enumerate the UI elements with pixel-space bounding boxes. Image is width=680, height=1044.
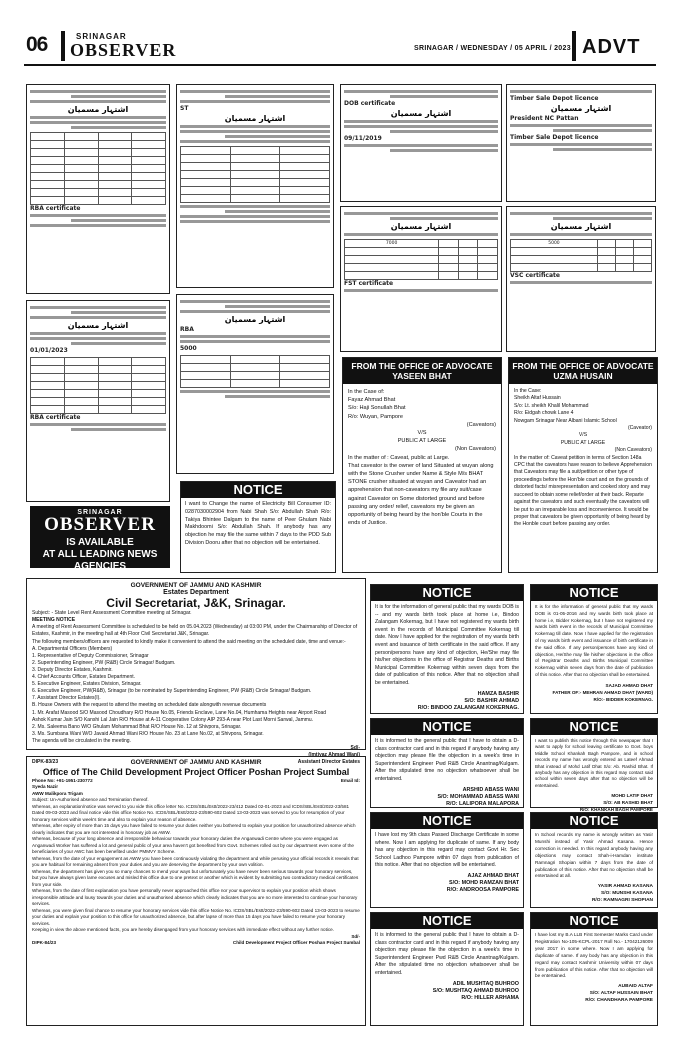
govt-sign-desig: Child Development Project Officer Poshan Project Sumbal	[232, 940, 360, 945]
promo-masthead: OBSERVER	[44, 514, 156, 535]
govt-subject: Subject: - State Level Rent Assessment Committee meeting at Srinagar.	[32, 610, 192, 617]
caveat-line: Nowgam Srinagar Near Albani Islamic School	[514, 417, 617, 424]
header-rule	[24, 64, 656, 66]
caveat-line: Fayaz Ahmad Bhat	[348, 397, 396, 404]
govt-line: 2. Superintending Engineer, PW (R&B) Circle Srinagar/ Budgam.	[32, 659, 176, 666]
page-number: 06	[26, 33, 48, 56]
notice-sign: S/O: MOHD RAMZAN BHAT	[449, 879, 519, 886]
notice-sign: FATHER OF:- MEHRAN AHMAD DHAT (WARD)	[552, 689, 653, 695]
urdu-ad-heading: اشتہار مسمیان	[390, 222, 452, 231]
govt-line: 5. Executive Engineer, Estates Division, Srinagar.	[32, 681, 142, 688]
caveat-notice-yaseen-bhat	[342, 357, 502, 573]
govt-para: Whereas, from the date of first explanation you have personally never approached this office nor your supervisor to explain your position which shows irresponsible attitude and lousy towards your duties and unauthorised absence which clearly indicates that you are no more interested to continue your honorary services.	[32, 888, 358, 906]
urdu-ad-2	[176, 84, 334, 288]
urdu-ad-heading: اشتہار مسمیان	[67, 321, 129, 330]
govt-line: Ashok Kumar Jain S/O Kanshi Lal Jain R/O House at A-11 Cooperative Colony AIP 293-A near Plot Last Morni Sarwal, Jammu.	[32, 716, 314, 723]
govt-para: Whereas, an explanation/notice was served to you vide this office letter No. ICDS/SBL/Estt/2022-23/412 Dated 02-01-2023 and ICDS/SBL/Estt/2022-23/581 Dated 09-03-2023 and final notice vide this office Notice No. ICDS/SBL/Estt/2022-23/590-602 Dated 13-03-2023 was served to you for resumption of your honorary services within week's time and also to explain your reason of absence.	[32, 803, 350, 822]
notice-body: In School records my name is wrongly written as Yasir Munshi instead of Yasir Ahmad Kasana. Hence correction is needed. In this regard anybody having any objections may contact Shah-i-Hamdan institute Ramnagri Shopian within 7 days from the date of publication of this notice. After that no objection shall be entertained at all.	[535, 832, 653, 879]
govt-sign-name: (Imtiyaz Ahmad Wani)	[308, 752, 360, 759]
notice-sign: AJAZ AHMAD BHAT	[467, 872, 519, 879]
urdu-ad-tag: DOB certificate	[344, 100, 396, 107]
govt-email: Email Id:	[340, 777, 360, 783]
urdu-ad-table	[30, 132, 166, 205]
govt-para: Whereas, from the date of your engagement as AWW you have been continuously violating the department and while perusing your official records it reveals that you are habitual for remaining absent from your duties and you are deserving the department by your own volition.	[32, 855, 359, 867]
caveat-line: (Non Caveators)	[454, 446, 496, 453]
urdu-ad-tag: ST	[180, 105, 189, 112]
notice-sign: AUBAID ALTAF	[618, 984, 653, 990]
notice-heading: NOTICE	[531, 585, 657, 601]
caveat-line: (Caveator)	[627, 425, 652, 432]
caveat-line: (Caveators)	[466, 421, 496, 428]
caveat-line: V/S	[578, 432, 588, 439]
notice-heading: NOTICE	[371, 813, 523, 829]
govt-ref: DIPK-83/23	[32, 759, 59, 766]
urdu-ad-amount: 5000	[180, 345, 197, 352]
notice-body: I want to publish this notice through this newspaper that I want to apply for school leaving certificate to Govt. boys Middle School Khankah Bagh Pampore, and in school records my name has wrongly entered as Lateef Ahmad Bhat instead of Mohd Latif Dhat S/o: Ab. Rashid Bhat. If anybody has any objection in this regard may contact said school within seven days after that no objection will be entertained.	[535, 738, 653, 788]
caveat-notice-uzma-husain	[508, 357, 658, 573]
govt-phone: Phone No: +91-1951-230772	[32, 777, 93, 783]
caveat-line: V/S	[417, 430, 427, 437]
notice-certificate-ajaz	[370, 812, 524, 908]
notice-heading: NOTICE	[531, 813, 657, 829]
govt-office: Office of The Child Development Project Officer Poshan Project Sumbal	[42, 766, 350, 777]
notice-sign: SAJAD AHMAD DHAT	[605, 682, 653, 688]
govt-para: The following members/officers are requested to kindly make it convenient to attend the said meeting on the scheduled date, time and venue:-	[32, 638, 346, 645]
urdu-ad-tag: Timber Sale Depot licence	[510, 95, 599, 102]
urdu-ad-heading: اشتہار مسمیان	[224, 114, 286, 123]
notice-sign: MOHD LATIF DHAT	[611, 793, 653, 799]
observer-promo	[30, 506, 170, 572]
govt-line: 7. Assistant Director Estates(I).	[32, 695, 101, 702]
notice-body: I have lost my 9th class Passed Discharge Certificate in some where. Now I am applying for duplicate of same. If any body has any objection in this regard may contact Govt Hr. Sec School Ladhoo Pampore within 07 days from publication of this notice. After that no objection will be entertained.	[375, 832, 519, 869]
edition-date: SRINAGAR / WEDNESDAY / 05 APRIL / 2023	[414, 45, 571, 52]
govt-subject: Subject: Un-Authorised absence and Termination thereof.	[32, 797, 149, 802]
header-divider	[572, 31, 576, 61]
urdu-ad-6	[176, 294, 334, 474]
urdu-ad-tag: FST certificate	[344, 280, 394, 287]
caveat-line: S/o: Lt. sheikh Khalil Mohammad	[514, 402, 589, 409]
caveat-line: PUBLIC AT LARGE	[397, 438, 447, 445]
notice-contractor-adil	[370, 912, 524, 1026]
notice-heading: NOTICE	[531, 719, 657, 735]
govt-line: 3. Deputy Director Estates, Kashmir.	[32, 666, 113, 673]
caveat-line: In the Case:	[514, 388, 542, 394]
urdu-ad-table	[30, 357, 166, 414]
caveat-body: In the matter of: Caveat petition in terms of Section 148a CPC that the caveators have reason to believe Apprehension that Caveators may file a suit/petition or other type of proceedings before the Hon'ble court and on the grounds of distorted facts/ misrepresentation and cooked story and may succeed to obtain some relief/order at their back. Reparte against the caveators and such eventually the caveators will be put to an irreparable loss and inconvenience. It would be proper that caveators be given opportunity of being heard by the Honble court before passing any order.	[514, 454, 652, 528]
urdu-ad-amount: 7000	[345, 240, 439, 248]
urdu-ad-table	[180, 146, 330, 203]
govt-ref: DIPK-84/23	[32, 940, 57, 945]
govt-line: 4. Chief Accounts Officer, Estates Department.	[32, 674, 136, 681]
urdu-ad-3	[340, 84, 502, 202]
notice-sign: ARSHID ABASS WANI	[462, 786, 519, 793]
notice-sign: S/O: MUSHTAQ AHMAD BUHROO	[432, 987, 519, 994]
promo-line: AGENCIES	[73, 561, 127, 572]
notice-heading: NOTICE	[181, 482, 335, 498]
govt-notice-icds	[26, 756, 366, 1026]
caveat-line: R/o: Wuyan, Pampore	[348, 413, 403, 420]
notice-sign: R/O: LALIPORA MALAPORA	[446, 800, 519, 807]
section-label: ADVT	[582, 36, 641, 58]
urdu-ad-8	[506, 206, 656, 352]
govt-line: The agenda will be circulated in the meeting.	[32, 737, 131, 744]
urdu-ad-heading: اشتہار مسمیان	[550, 104, 612, 113]
caveat-line: PUBLIC AT LARGE	[560, 439, 606, 446]
urdu-ad-heading: اشتہار مسمیان	[550, 222, 612, 231]
urdu-ad-amount: 5000	[511, 240, 598, 248]
govt-sign: Sd/-	[350, 744, 360, 751]
govt-para: Keeping in view the above mentioned facts, you are hereby disengaged from your honorary services with immediate effect without any further notice.	[32, 927, 334, 932]
govt-header: GOVERNMENT OF JAMMU AND KASHMIR	[130, 582, 262, 589]
notice-sign: R/O: CHANDHARA PAMPORE	[585, 998, 653, 1004]
govt-line: A. Departmental Officers (Members)	[32, 645, 113, 652]
govt-line: B. House Owners with the request to attend the meeting on scheduled date alongwith revenue documents	[32, 702, 267, 709]
urdu-ad-table	[344, 239, 498, 280]
promo-city: SRINAGAR	[77, 509, 123, 516]
notice-dob-mehran	[530, 584, 658, 714]
govt-line: 6. Executive Engineer, PW(R&B), Srinagar (to be nominated by Superintending Engineer, PW (R&B) Circle Srinagar/ Budgam.	[32, 688, 312, 695]
govt-line: 1. Representative of Deputy Commissioner, Srinagar	[32, 652, 149, 659]
notice-heading: NOTICE	[531, 913, 657, 929]
notice-dob-hamza	[370, 584, 524, 714]
govt-para: A meeting of Rent Assessment Committee is scheduled to be held on 05.04.2023 (Wednesday) at 03:00 PM, under the Chairmanship of Director of Estates, Kashmir, in the meeting hall at 4th Floor Civil Secretariat J&K, Srinagar.	[32, 624, 358, 638]
govt-line: AWW Malikpora Trigam	[32, 790, 83, 796]
urdu-ad-7	[340, 206, 502, 352]
urdu-ad-1	[26, 84, 170, 294]
notice-heading: NOTICE	[371, 913, 523, 929]
notice-sign: ADIL MUSHTAQ BUHROO	[452, 980, 519, 987]
urdu-ad-date: 01/01/2023	[30, 347, 68, 354]
notice-body: It is for the information of general public that my wards DOB is 01-05-2016 and my wards birth took place at home i.e, Bidder Kokernag, but I have not registered my wards birth event in the records of Municipal Committee Kokernag till date. Now I have applied for the registration of my wards birth event and issuance of birth certificate in the said office. If any person/persons have any kind of objection, He/She may file his/her objections in the office of Registrar Deaths and Births Municipal Committee Kokernag within seven days from the date of publication of this notice. After that no objection shall be entertained.	[535, 604, 653, 677]
caveat-line: (Non Caveators)	[614, 447, 652, 454]
caveat-body: That caveator is the owner of land Situated at wuyan along with the Stone Crusher under Name & Style M/s BHAT STONE crusher situated at wuyan and Caveator had an apprehension that non-caveators my file any suit/case against Caveator on Some distorted ground and before passing any order/ relief, caveators my be given an opportunity of being heard by the hon'ble Courts in the ends of Justice.	[348, 462, 494, 527]
govt-para: Whereas, you were given final chance to resume your honorary services vide this office Notice No. ICDS/SBL/Estt/2022-23/590-602 Dated 13-03-2023 to resume your duties and explain your position to this office for unauthorized absence, but after lapse of more than 15 days you have failed to resume your honorary services.	[32, 907, 360, 926]
notice-sign: R/O: RAMNAGRI SHOPIAN	[591, 898, 653, 904]
masthead: OBSERVER	[70, 40, 177, 60]
govt-para: Whereas, because of your long absence and irresponsible behaviour towards your honorary duties the Anganwadi Centre where you were engaged as Anganwadi Worker has suffered a lot and general public of your area haven't got benefited from Govt. Schemes rolled out by our department even some of the beneficiaries of your AWC has been benefited under PMMVY Scheme.	[32, 836, 354, 854]
notice-sign: S/O: MOHAMMAD ABASS WANI	[437, 793, 519, 800]
notice-sign: S/O: BASHIR AHMAD	[464, 697, 519, 704]
notice-sign: S/O: MUNSHI KASANA	[601, 891, 653, 897]
govt-header: GOVERNMENT OF JAMMU AND KASHMIR	[130, 759, 262, 766]
caveat-heading: FROM THE OFFICE OF ADVOCATE YASEEN BHAT	[343, 358, 501, 384]
notice-marks-card-aubaid	[530, 912, 658, 1026]
urdu-ad-date: 09/11/2019	[344, 135, 382, 142]
govt-para: Whereas, after expiry of more than 15 days you have failed to resume your duties neither you bothered to explain your position for unauthorized absence which clearly indicates that you are not interested in honorary job as AWW.	[32, 823, 356, 835]
govt-department: Estates Department	[163, 589, 229, 597]
govt-line: MEETING NOTICE	[32, 617, 76, 624]
urdu-ad-heading: اشتہار مسمیان	[67, 105, 129, 114]
notice-body: I have lost my B.A LLB First Semester Marks Card under Registration No-105-KCPL-2017 Roll No.- 17042126009 year 2017 in some where. Now I am applying for duplicate of same. If any body has any objection in this regard may contact Kashmir University within 07 days from publication of this notice. After that no objection will be entertained.	[535, 932, 653, 979]
caveat-line: In the Case of:	[348, 389, 385, 395]
caveat-line: In the matter of : Caveat, public at Large.	[348, 454, 450, 461]
header-divider	[61, 31, 65, 61]
caveat-line: R/o: Eidgah chowk Lane 4	[514, 410, 574, 417]
notice-sign: R/O:- BIDDER KOKERNAG.	[593, 696, 653, 702]
govt-para: Whereas, the department has given you so many chances to mend your ways but unfortunately you have never been serious towards your honorary services, but you have always given lame excuses and misled this office due to one pretext or another which is evident by submitting two contradictory medical certificates from your side.	[32, 868, 359, 887]
caveat-heading: FROM THE OFFICE OF ADVOCATE UZMA HUSAIN	[509, 358, 657, 384]
govt-sign-desig: Assistant Director Estates	[297, 759, 360, 766]
notice-sign: R/O: ANDROOSA PAMPORE	[446, 886, 519, 893]
caveat-line: Sheikh Altaf Hussain	[514, 395, 561, 402]
urdu-ad-tag: RBA certificate	[30, 205, 81, 212]
urdu-ad-tag: RBA certificate	[30, 414, 81, 421]
urdu-ad-tag: RBA	[180, 326, 194, 333]
govt-notice-estates	[26, 578, 366, 766]
urdu-ad-tag: Timber Sale Depot licence	[510, 134, 599, 141]
urdu-ad-tag: President NC Pattan	[510, 115, 579, 122]
notice-heading: NOTICE	[371, 585, 523, 601]
notice-heading: NOTICE	[371, 719, 523, 735]
notice-sign: HAMZA BASHIR	[477, 690, 519, 697]
caveat-line: S/o: Haji Sonullah Bhat	[348, 405, 406, 412]
notice-sign: R/O: KHANKAH BAGH PAMPORE	[579, 807, 653, 813]
govt-office: Civil Secretariat, J&K, Srinagar.	[106, 596, 286, 611]
urdu-ad-4	[506, 84, 656, 202]
notice-school-mohd-latif	[530, 718, 658, 813]
urdu-ad-table	[510, 239, 652, 272]
notice-body: It is for the information of general public that my wards DOB is -- and my wards birth took place at home i.e, Bindoo Zalangam Kokernag, but I have not registered my wards birth event in the records of Municipal Committee Kokernag till date. Now I have applied for the registration of my wards birth event and issuance of birth certificate in the said office. If any person/persons have any kind of objection, He/She may file his/her objections in the office of Registrar Deaths and Births Municipal Committee Kokernag within seven days from the date of publication of this notice. After that no objection shall be entertained.	[375, 604, 519, 686]
urdu-ad-tag: VSC certificate	[510, 272, 560, 279]
notice-sign: R/O: HILLER ARHAMA	[461, 994, 519, 1001]
urdu-ad-table	[180, 355, 330, 388]
masthead-city: SRINAGAR	[76, 32, 127, 41]
govt-sign: Sd/-	[351, 933, 360, 939]
urdu-ad-5	[26, 300, 170, 502]
urdu-ad-heading: اشتہار مسمیان	[390, 109, 452, 118]
notice-sign: S/O: AB RASHID BHAT	[603, 800, 653, 806]
promo-line: IS AVAILABLE	[66, 537, 134, 548]
govt-line: 2. Ms. Saleema Bano W/O Ghulam Mohammad Bhat R/O House No. 12 at Shivpora, Srinagar.	[32, 723, 242, 730]
notice-contractor-arshid	[370, 718, 524, 808]
notice-sign: S/O: ALTAF HUSSAIN BHAT	[589, 991, 653, 997]
notice-body: I want to Change the name of Electricity Bill Consumer ID: 0287030002904 from Nabi Shah S/o: Abdullah Shah R/o: Takiya Bhintee Dalgam to the name of Peer Ghulam Nabi Makhdoomi S/o: Abdullah Shah. If anybody has any objection he may file the same within 7 days to the PDD Sub Division Dooru after that no objection will be entertained.	[185, 501, 331, 546]
notice-electricity-name-change	[180, 481, 336, 573]
govt-line: Syeda Nazir	[32, 784, 59, 789]
govt-line: 3. Ms. Sumbana Wani W/O Javaid Ahmad Wani R/O House No. 23 at Lane No.02, at Shivpora, Srinagar.	[32, 730, 264, 737]
govt-line: 1. Mr. Arafat Masood S/O Masood Choudhary R/O House No.05, Friends Enclave, Lane No.04, Humhama Heights near Airport Road	[32, 709, 327, 716]
notice-body: It is informed to the general public that I have to obtain a D-class contractor card and in this regard if anybody having any objection may please file the objection in a week's time in Superintendent Engineer Pwd R&B Circle Anantnag/Kulgam. After the stipulated time no objection whatsoever shall be entertained.	[375, 738, 519, 782]
notice-sign: YASIR AHMAD KASANA	[597, 884, 653, 890]
notice-sign: R/O: BINDOO ZALANGAM KOKERNAG.	[417, 704, 519, 711]
urdu-ad-heading: اشتہار مسمیان	[224, 315, 286, 324]
promo-line: AT ALL LEADING NEWS	[42, 549, 158, 560]
notice-name-yasir	[530, 812, 658, 908]
notice-body: It is informed to the general public that I have to obtain a D-class contractor card and in this regard if anybody having any objection may please file the objection in a week's time in Superintendent Engineer Pwd R&B Circle Anantnag/Kulgam. After the stipulated time no objection whatsoever shall be entertained.	[375, 932, 519, 976]
